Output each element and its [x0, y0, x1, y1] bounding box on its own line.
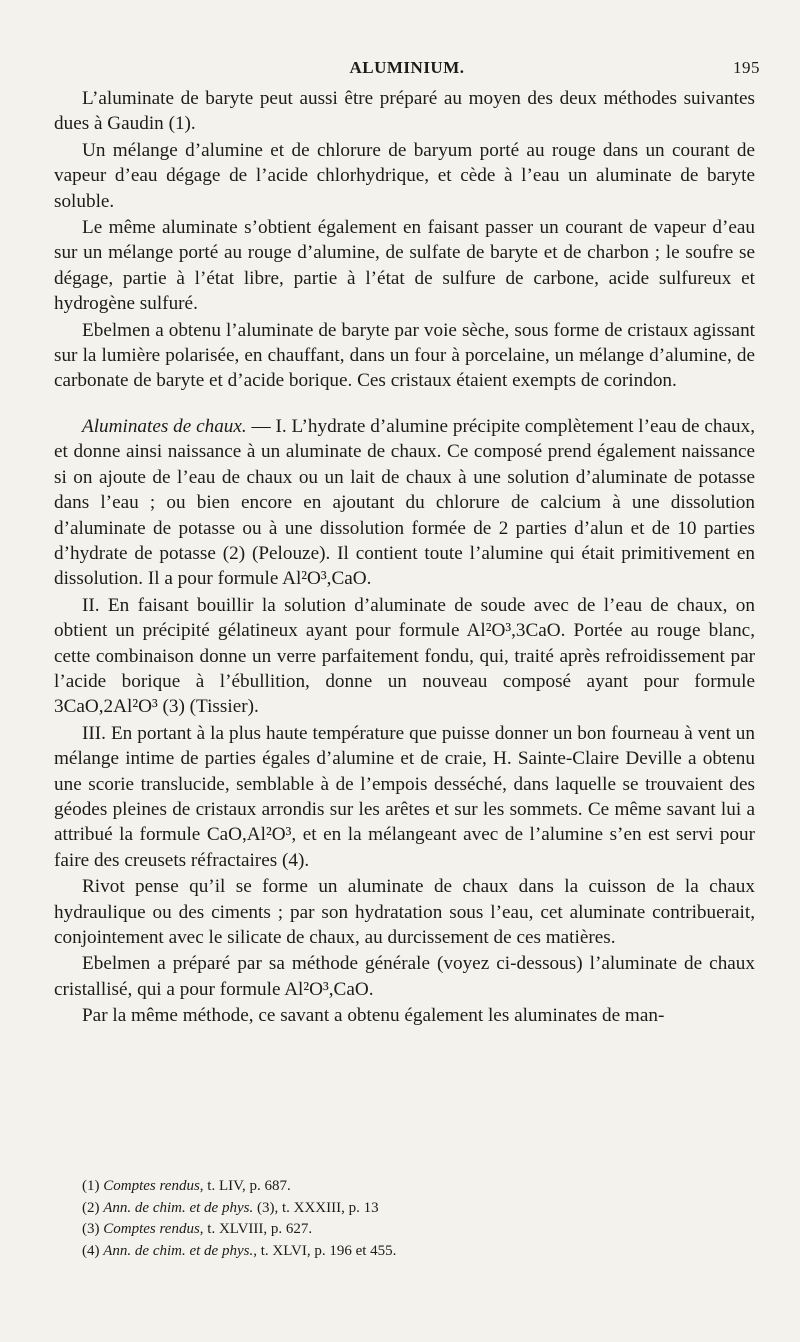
formula: Al²O³,CaO.	[282, 568, 372, 590]
paragraph: Ebelmen a préparé par sa méthode générale (voyez ci-dessous) l’aluminate de chaux cristallisé, qui a pour formule Al²O³,CaO.	[54, 953, 755, 1000]
section-heading: Aluminates de chaux.	[82, 415, 247, 437]
footnote-ref: (3), t. XXXIII, p. 13	[253, 1199, 379, 1216]
running-title: ALUMINIUM.	[349, 58, 465, 77]
page-number: 195	[733, 58, 760, 77]
footnote	[82, 1219, 742, 1241]
footnote-source: Comptes rendus	[103, 1221, 200, 1237]
paragraph: II. En faisant bouillir la solution d’aluminate de soude avec de l’eau de chaux, on obtient un précipité gélatineux ayant pour formule Al²O³,3CaO. Portée au rouge blanc, cette combinaison donne un verre parfaitement fondu, qui, traité après refroidissement par l’acide borique à l’ébullition, donne un nouveau composé ayant pour formule 3CaO,2Al²O³ (3) (Tissier).	[54, 594, 755, 718]
footnote	[82, 1198, 742, 1220]
footnote-source: Ann. de chim. et de phys.	[103, 1242, 254, 1259]
running-head	[54, 58, 760, 80]
footnote-source: Ann. de chim. et de phys.	[103, 1199, 254, 1216]
footnote-source: Comptes rendus	[103, 1178, 200, 1194]
paragraph: Le même aluminate s’obtient également en faisant passer un courant de vapeur d’eau sur un mélange porté au rouge d’alumine, de sulfate de baryte et de charbon ; le soufre se dégage, partie à l’état libre, partie à l’état de sulfure de carbone, acide sulfureux et hydrogène sulfuré.	[54, 217, 755, 315]
body-text	[54, 86, 755, 1030]
paragraph: L’aluminate de baryte peut aussi être préparé au moyen des deux méthodes suivantes dues à Gaudin (1).	[54, 88, 755, 135]
paragraph: Un mélange d’alumine et de chlorure de baryum porté au rouge dans un courant de vapeur d’eau dégage de l’acide chlorhydrique, et cède à l’eau un aluminate de baryte soluble.	[54, 139, 755, 212]
footnote-ref: , t. XLVI, p. 196 et 455.	[253, 1242, 397, 1259]
footnote	[82, 1176, 742, 1198]
section-paragraph	[54, 414, 755, 592]
paragraph: Par la même méthode, ce savant a obtenu également les aluminates de man-	[82, 1005, 665, 1027]
paragraph: III. En portant à la plus haute température que puisse donner un bon fourneau à vent un mélange intime de parties égales d’alumine et de craie, H. Sainte-Claire Deville a obtenu une scorie translucide, semblable à de l’empois desséché, dans laquelle se trouvaient des géodes pleines de cristaux arrondis sur les arêtes et sur les sommets. Ce même savant lui a attribué la formule CaO,Al²O³, et en la mélangeant avec de l’alumine s’en est servi pour faire des creusets réfractaires (4).	[54, 722, 755, 871]
footnotes	[82, 1176, 742, 1262]
footnote-ref: , t. XLVIII, p. 627.	[199, 1221, 313, 1237]
footnote-number: (2)	[82, 1199, 100, 1216]
paragraph: Rivot pense qu’il se forme un aluminate de chaux dans la cuisson de la chaux hydraulique ou des ciments ; par son hydratation sous l’eau, cet aluminate contribuerait, conjointement avec le silicate de chaux, au durcissement de ces matières.	[54, 876, 755, 948]
footnote-number: (1)	[82, 1178, 100, 1194]
paragraph-text: — I. L’hydrate d’alumine précipite complètement l’eau de chaux, et donne ainsi naissance à un aluminate de chaux. Ce composé prend également naissance si on ajoute de l’eau de chaux ou un lait de chaux à une solution d’aluminate de potasse dans l’eau ; ou bien encore en ajoutant du chlorure de calcium à une dissolution d’aluminate de potasse ou à une dissolution formée de 2 parties d’alun et de 10 parties d’hydrate de potasse (2) (Pelouze). Il contient toute l’alumine qui était primitivement en dissolution. Il a pour formule	[54, 415, 756, 590]
footnote	[82, 1241, 742, 1263]
footnote-ref: , t. LIV, p. 687.	[199, 1178, 291, 1194]
paragraph: Ebelmen a obtenu l’aluminate de baryte par voie sèche, sous forme de cristaux agissant sur la lumière polarisée, en chauffant, dans un four à porcelaine, un mélange d’alumine, de carbonate de baryte et d’acide borique. Ces cristaux étaient exempts de corindon.	[54, 319, 755, 392]
footnote-number: (4)	[82, 1242, 100, 1259]
footnote-number: (3)	[82, 1221, 100, 1237]
